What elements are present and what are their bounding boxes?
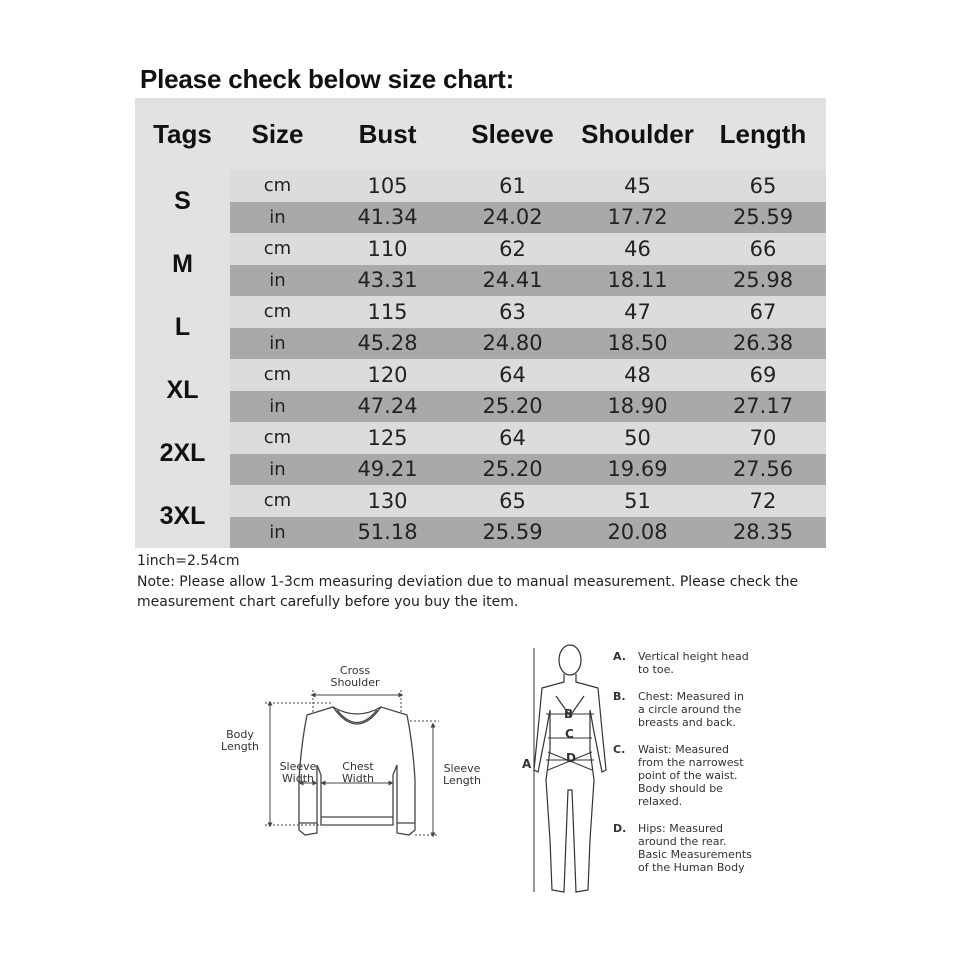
- size-tag: 2XL: [135, 422, 230, 485]
- unit-cell: in: [230, 517, 325, 549]
- table-row: [135, 328, 826, 360]
- cross-shoulder-label: [325, 665, 385, 689]
- shoulder-cell: 50: [575, 422, 700, 454]
- note-line: of the Human Body: [638, 861, 745, 874]
- size-tag: M: [135, 233, 230, 296]
- measurement-notes: [613, 650, 813, 888]
- header-sleeve: Sleeve: [450, 98, 575, 170]
- size-tag: 3XL: [135, 485, 230, 548]
- sleeve-cell: 25.59: [450, 517, 575, 549]
- note-c: [613, 743, 813, 808]
- table-row: [135, 454, 826, 486]
- shoulder-cell: 18.50: [575, 328, 700, 360]
- table-row: [135, 422, 826, 454]
- shoulder-cell: 45: [575, 170, 700, 202]
- size-chart-table: [135, 98, 826, 548]
- bust-cell: 51.18: [325, 517, 450, 549]
- length-cell: 70: [700, 422, 826, 454]
- size-tag: S: [135, 170, 230, 233]
- unit-cell: in: [230, 328, 325, 360]
- table-row: [135, 233, 826, 265]
- bust-cell: 110: [325, 233, 450, 265]
- sleeve-length-label: [437, 763, 487, 787]
- sleeve-cell: 62: [450, 233, 575, 265]
- header-shoulder: Shoulder: [575, 98, 700, 170]
- unit-cell: in: [230, 265, 325, 297]
- length-cell: 65: [700, 170, 826, 202]
- shoulder-cell: 17.72: [575, 202, 700, 234]
- chest-width-label: [333, 761, 383, 785]
- table-row: [135, 296, 826, 328]
- length-cell: 28.35: [700, 517, 826, 549]
- conversion-note: 1inch=2.54cm: [137, 553, 240, 569]
- note-line: Hips: Measured: [638, 822, 723, 835]
- header-size: Size: [230, 98, 325, 170]
- unit-cell: cm: [230, 422, 325, 454]
- note-line: relaxed.: [638, 795, 683, 808]
- sleeve-cell: 64: [450, 422, 575, 454]
- unit-cell: cm: [230, 296, 325, 328]
- note-line: Chest: Measured in: [638, 690, 744, 703]
- unit-cell: cm: [230, 485, 325, 517]
- note-line: breasts and back.: [638, 716, 736, 729]
- table-row: [135, 391, 826, 423]
- sleeve-cell: 24.02: [450, 202, 575, 234]
- shoulder-cell: 18.11: [575, 265, 700, 297]
- bust-cell: 120: [325, 359, 450, 391]
- note-b: [613, 690, 813, 729]
- marker-c: C: [565, 727, 574, 741]
- unit-cell: cm: [230, 170, 325, 202]
- unit-cell: in: [230, 202, 325, 234]
- length-cell: 66: [700, 233, 826, 265]
- note-line: around the rear.: [638, 835, 727, 848]
- sleeve-cell: 61: [450, 170, 575, 202]
- label-line: Sleeve: [279, 760, 317, 773]
- note-d: [613, 822, 813, 874]
- sleeve-cell: 65: [450, 485, 575, 517]
- note-line: Basic Measurements: [638, 848, 752, 861]
- shoulder-cell: 19.69: [575, 454, 700, 486]
- length-cell: 72: [700, 485, 826, 517]
- body-measurement-figure: [520, 640, 615, 902]
- table-row: [135, 265, 826, 297]
- shoulder-cell: 20.08: [575, 517, 700, 549]
- bust-cell: 115: [325, 296, 450, 328]
- bust-cell: 125: [325, 422, 450, 454]
- marker-b: B: [564, 707, 574, 721]
- shoulder-cell: 46: [575, 233, 700, 265]
- note-letter: A.: [613, 650, 626, 663]
- table-row: [135, 485, 826, 517]
- unit-cell: cm: [230, 359, 325, 391]
- note-a: [613, 650, 813, 676]
- garment-measurement-diagram: [215, 655, 495, 855]
- note-line: from the narrowest: [638, 756, 744, 769]
- length-cell: 25.59: [700, 202, 826, 234]
- label-line: Chest: [342, 760, 374, 773]
- note-letter: D.: [613, 822, 627, 835]
- shoulder-cell: 47: [575, 296, 700, 328]
- note-line: point of the waist.: [638, 769, 738, 782]
- note-line: Body should be: [638, 782, 723, 795]
- unit-cell: in: [230, 391, 325, 423]
- bust-cell: 45.28: [325, 328, 450, 360]
- body-length-label: [215, 729, 265, 753]
- sleeve-cell: 63: [450, 296, 575, 328]
- length-cell: 26.38: [700, 328, 826, 360]
- note-letter: B.: [613, 690, 626, 703]
- sleeve-width-label: [275, 761, 321, 785]
- note-line: Waist: Measured: [638, 743, 729, 756]
- label-line: Shoulder: [330, 676, 380, 689]
- header-length: Length: [700, 98, 826, 170]
- table-row: [135, 359, 826, 391]
- length-cell: 69: [700, 359, 826, 391]
- unit-cell: in: [230, 454, 325, 486]
- sleeve-cell: 24.80: [450, 328, 575, 360]
- note-line: a circle around the: [638, 703, 742, 716]
- shoulder-cell: 51: [575, 485, 700, 517]
- size-tag: L: [135, 296, 230, 359]
- length-cell: 27.17: [700, 391, 826, 423]
- size-tag: XL: [135, 359, 230, 422]
- label-line: Width: [282, 772, 314, 785]
- unit-cell: cm: [230, 233, 325, 265]
- marker-d: D: [566, 751, 576, 765]
- bust-cell: 43.31: [325, 265, 450, 297]
- human-body-illustration: [520, 640, 615, 902]
- bust-cell: 105: [325, 170, 450, 202]
- table-row: [135, 517, 826, 549]
- table-header-row: [135, 98, 826, 170]
- header-tags: Tags: [135, 98, 230, 170]
- label-line: Body: [226, 728, 254, 741]
- length-cell: 67: [700, 296, 826, 328]
- length-cell: 25.98: [700, 265, 826, 297]
- bust-cell: 41.34: [325, 202, 450, 234]
- shoulder-cell: 48: [575, 359, 700, 391]
- header-bust: Bust: [325, 98, 450, 170]
- table-row: [135, 170, 826, 202]
- sleeve-cell: 25.20: [450, 454, 575, 486]
- bust-cell: 130: [325, 485, 450, 517]
- sleeve-cell: 25.20: [450, 391, 575, 423]
- sleeve-cell: 64: [450, 359, 575, 391]
- label-line: Cross: [339, 664, 371, 677]
- page-title: Please check below size chart:: [140, 64, 515, 94]
- measurement-note: Note: Please allow 1-3cm measuring deviation due to manual measurement. Please check the measurement chart carefully before you buy the item.: [137, 574, 799, 610]
- marker-a: A: [522, 757, 532, 771]
- shoulder-cell: 18.90: [575, 391, 700, 423]
- note-line: to toe.: [638, 663, 674, 676]
- label-line: Sleeve: [443, 762, 481, 775]
- note-line: Vertical height head: [638, 650, 749, 663]
- sleeve-cell: 24.41: [450, 265, 575, 297]
- length-cell: 27.56: [700, 454, 826, 486]
- label-line: Width: [342, 772, 374, 785]
- bust-cell: 47.24: [325, 391, 450, 423]
- label-line: Length: [221, 740, 259, 753]
- bust-cell: 49.21: [325, 454, 450, 486]
- label-line: Length: [443, 774, 481, 787]
- note-letter: C.: [613, 743, 626, 756]
- table-row: [135, 202, 826, 234]
